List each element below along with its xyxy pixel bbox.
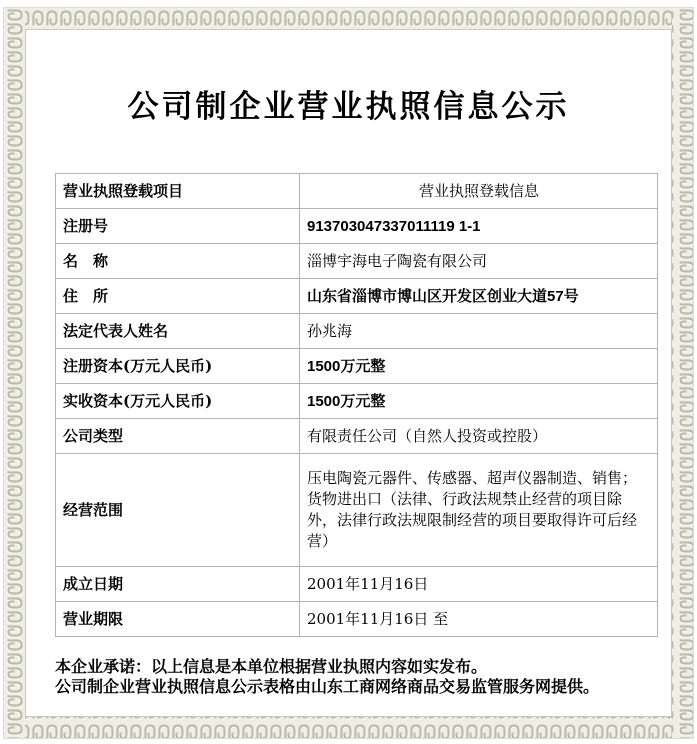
footer-declaration-line1: 本企业承诺：以上信息是本单位根据营业执照内容如实发布。 [55,659,488,676]
license-info-table [55,173,658,637]
row-value: 淄博宇海电子陶瓷有限公司 [300,244,658,279]
table-row-legal-representative [56,314,658,349]
row-label: 公司类型 [56,419,300,454]
header-value-cell: 营业执照登载信息 [300,174,658,209]
page-title: 公司制企业营业执照信息公示 [127,89,570,125]
row-label: 注册资本(万元人民币) [56,349,300,384]
table-row-company-name [56,244,658,279]
row-value: 913703047337011119 1-1 [300,209,658,244]
frame-bottom-band [3,717,694,738]
row-label: 注册号 [56,209,300,244]
row-label: 名 称 [56,244,300,279]
table-row-business-scope [56,454,658,567]
frame-top-band [3,8,694,29]
table-row-registration-number [56,209,658,244]
table-row-registered-capital [56,349,658,384]
row-label: 成立日期 [56,567,300,602]
row-value: 孙兆海 [300,314,658,349]
row-label: 营业期限 [56,602,300,637]
row-label: 法定代表人姓名 [56,314,300,349]
row-label: 经营范围 [56,454,300,567]
row-value: 2001年11月16日 [300,567,658,602]
row-value: 2001年11月16日 至 [300,602,658,637]
footer-declaration-line2: 公司制企业营业执照信息公示表格由山东工商网络商品交易监管服务网提供。 [55,679,600,696]
row-label: 实收资本(万元人民币) [56,384,300,419]
table-row-company-type [56,419,658,454]
row-value: 山东省淄博市博山区开发区创业大道57号 [300,279,658,314]
row-value: 有限责任公司（自然人投资或控股） [300,419,658,454]
footer-declaration [55,658,645,698]
table-row-business-term [56,602,658,637]
row-value: 1500万元整 [300,384,658,419]
row-label: 住 所 [56,279,300,314]
table-row-address [56,279,658,314]
table-row-paid-in-capital [56,384,658,419]
table-header-row [56,174,658,209]
header-label-cell: 营业执照登载项目 [56,174,300,209]
row-value: 压电陶瓷元器件、传感器、超声仪器制造、销售；货物进出口（法律、行政法规禁止经营的项目除外，法律行政法规限制经营的项目要取得许可后经营） [300,454,658,567]
license-notice-page [0,29,697,698]
table-row-establishment-date [56,567,658,602]
row-value: 1500万元整 [300,349,658,384]
